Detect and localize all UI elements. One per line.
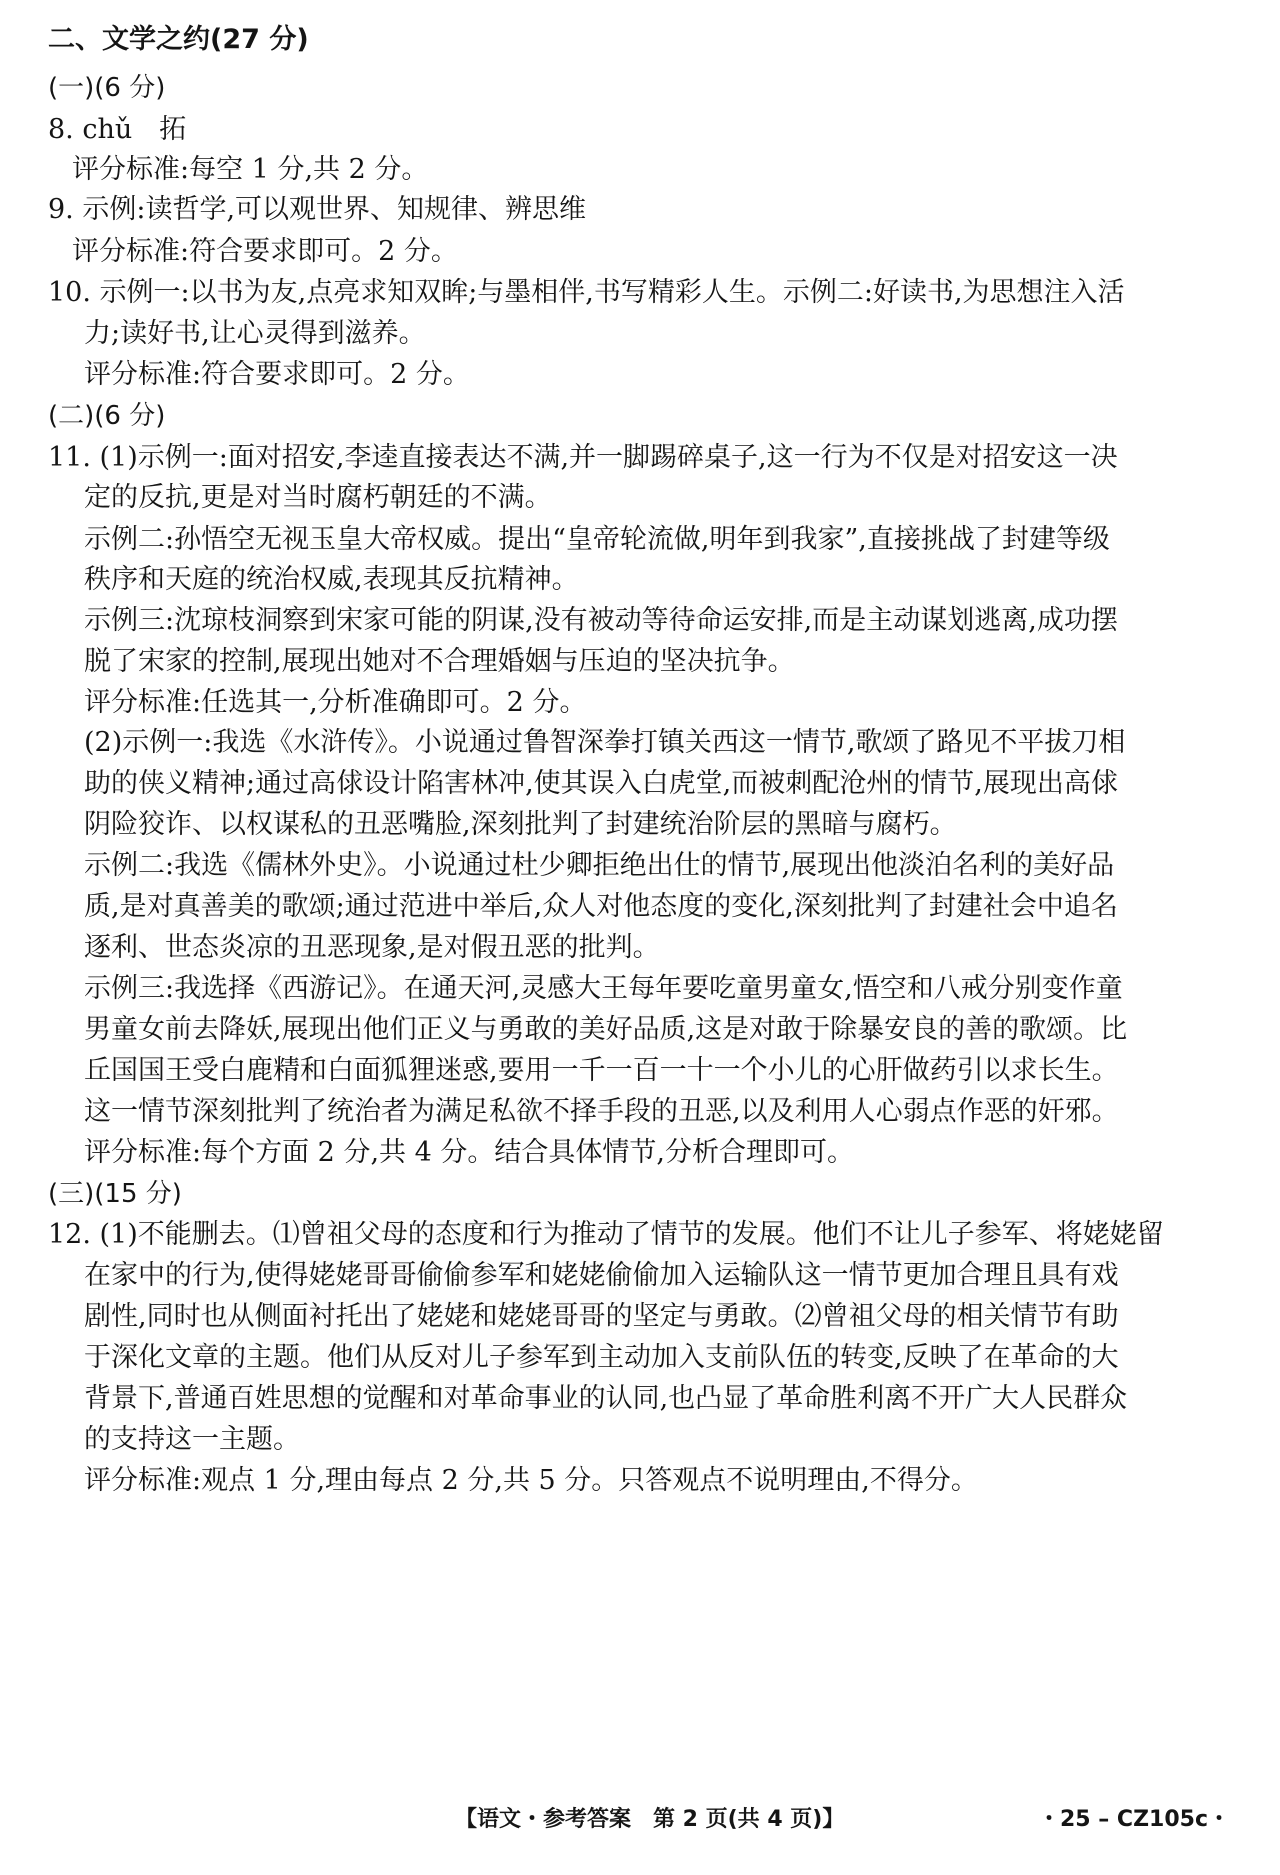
q12-line: 12. (1)不能删去。⑴曾祖父母的态度和行为推动了情节的发展。他们不让儿子参军、将姥姥留 [48, 1219, 1164, 1250]
q11-2-line: (2)示例一:我选《水浒传》。小说通过鲁智深拳打镇关西这一情节,歌颂了路见不平拔刀相 [84, 727, 1126, 758]
q12-line: 剧性,同时也从侧面衬托出了姥姥和姥姥哥哥的坚定与勇敢。⑵曾祖父母的相关情节有助 [84, 1301, 1119, 1332]
q9-answer: 9. 示例:读哲学,可以观世界、知规律、辨思维 [48, 194, 587, 225]
q11-2-line: 阴险狡诈、以权谋私的丑恶嘴脸,深刻批判了封建统治阶层的黑暗与腐朽。 [84, 809, 957, 840]
q11-2-line: 逐利、世态炎凉的丑恶现象,是对假丑恶的批判。 [84, 932, 660, 963]
q11-1-line: 秩序和天庭的统治权威,表现其反抗精神。 [84, 564, 579, 595]
q11-2-line: 质,是对真善美的歌颂;通过范进中举后,众人对他态度的变化,深刻批判了封建社会中追名 [84, 891, 1118, 922]
q11-1-line: 11. (1)示例一:面对招安,李逵直接表达不满,并一脚踢碎桌子,这一行为不仅是对招安这一决 [48, 442, 1118, 473]
q11-2-line: 男童女前去降妖,展现出他们正义与勇敢的美好品质,这是对敢于除暴安良的善的歌颂。比 [84, 1014, 1128, 1045]
q12-line: 背景下,普通百姓思想的觉醒和对革命事业的认同,也凸显了革命胜利离不开广大人民群众 [84, 1383, 1128, 1414]
q11-1-line: 脱了宋家的控制,展现出她对不合理婚姻与压迫的坚决抗争。 [84, 646, 795, 677]
part2-heading: (二)(6 分) [48, 401, 166, 431]
q8-answer: 8. chǔ 拓 [48, 114, 187, 145]
q10-line-1: 10. 示例一:以书为友,点亮求知双眸;与墨相伴,书写精彩人生。示例二:好读书,为思想注入活 [48, 277, 1125, 308]
q10-grading: 评分标准:符合要求即可。2 分。 [84, 359, 470, 390]
q11-1-line: 示例三:沈琼枝洞察到宋家可能的阴谋,没有被动等待命运安排,而是主动谋划逃离,成功摆 [84, 605, 1118, 636]
q12-line: 的支持这一主题。 [84, 1424, 300, 1455]
q11-2-line: 助的侠义精神;通过高俅设计陷害林冲,使其误入白虎堂,而被刺配沧州的情节,展现出高俅 [84, 768, 1118, 799]
q11-1-grading: 评分标准:任选其一,分析准确即可。2 分。 [84, 687, 587, 718]
q11-1-line: 定的反抗,更是对当时腐朽朝廷的不满。 [84, 482, 552, 513]
q12-line: 在家中的行为,使得姥姥哥哥偷偷参军和姥姥偷偷加入运输队这一情节更加合理且具有戏 [84, 1260, 1119, 1291]
q12-line: 于深化文章的主题。他们从反对儿子参军到主动加入支前队伍的转变,反映了在革命的大 [84, 1342, 1119, 1373]
part1-heading: (一)(6 分) [48, 73, 166, 103]
q11-2-line: 丘国国王受白鹿精和白面狐狸迷惑,要用一千一百一十一个小儿的心肝做药引以求长生。 [84, 1055, 1119, 1086]
page-footer [0, 1800, 1280, 1840]
q12-grading: 评分标准:观点 1 分,理由每点 2 分,共 5 分。只答观点不说明理由,不得分。 [84, 1465, 978, 1496]
q11-2-grading: 评分标准:每个方面 2 分,共 4 分。结合具体情节,分析合理即可。 [84, 1137, 854, 1168]
part3-heading: (三)(15 分) [48, 1179, 182, 1209]
q11-1-line: 示例二:孙悟空无视玉皇大帝权威。提出“皇帝轮流做,明年到我家”,直接挑战了封建等级 [84, 524, 1110, 555]
q11-2-line: 这一情节深刻批判了统治者为满足私欲不择手段的丑恶,以及利用人心弱点作恶的奸邪。 [84, 1096, 1119, 1127]
q9-grading: 评分标准:符合要求即可。2 分。 [72, 236, 458, 267]
q11-2-line: 示例三:我选择《西游记》。在通天河,灵感大王每年要吃童男童女,悟空和八戒分别变作童 [84, 973, 1123, 1004]
q11-2-line: 示例二:我选《儒林外史》。小说通过杜少卿拒绝出仕的情节,展现出他淡泊名利的美好品 [84, 850, 1115, 881]
q10-line-2: 力;读好书,让心灵得到滋养。 [84, 318, 426, 349]
q8-grading: 评分标准:每空 1 分,共 2 分。 [72, 154, 429, 185]
section-title: 二、文学之约(27 分) [48, 24, 309, 55]
footer-code: ・25 – CZ105c・ [1038, 1807, 1230, 1832]
footer-page-info: 【语文・参考答案 第 2 页(共 4 页)】 [455, 1807, 845, 1832]
